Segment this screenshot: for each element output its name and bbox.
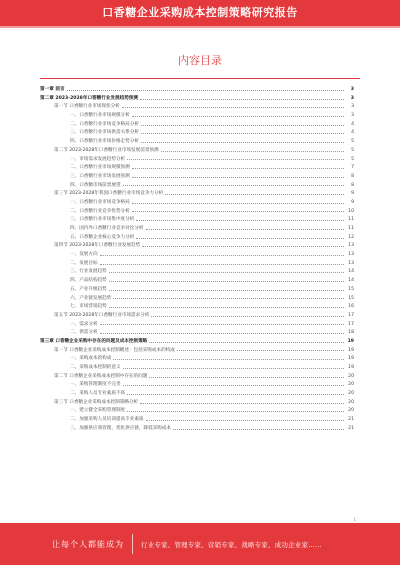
toc-entry-page: 20 [348, 399, 354, 405]
toc-entry[interactable] [40, 208, 354, 217]
toc-entry-page: 19 [348, 356, 354, 362]
toc-entry[interactable] [40, 312, 354, 321]
toc-entry-page: 3 [350, 95, 354, 101]
toc-leader-dots [122, 107, 344, 108]
toc-entry[interactable] [40, 216, 354, 225]
toc-leader-dots [146, 229, 344, 230]
toc-entry-title: 五、产业升级趋势 [70, 286, 107, 292]
toc-entry-title: 一、采购成本的构成 [70, 356, 112, 362]
toc-entry-page: 13 [348, 260, 354, 266]
toc-leader-dots [109, 272, 344, 273]
toc-entry[interactable] [40, 295, 354, 304]
toc-leader-dots [140, 403, 344, 404]
toc-entry[interactable] [40, 138, 354, 147]
toc-entry-title: 二、发展目标 [70, 260, 98, 266]
toc-entry-page: 13 [348, 252, 354, 258]
toc-leader-dots [132, 177, 344, 178]
toc-entry[interactable] [40, 286, 354, 295]
toc-entry-page: 11 [348, 226, 354, 231]
toc-entry[interactable] [40, 416, 354, 425]
toc-entry[interactable] [40, 182, 354, 191]
toc-leader-dots [109, 290, 344, 291]
toc-leader-dots [149, 342, 344, 343]
toc-entry[interactable] [40, 112, 354, 121]
report-header-banner [0, 0, 400, 26]
toc-entry-page: 17 [348, 321, 354, 327]
toc-entry-page: 3 [350, 87, 354, 92]
toc-entry[interactable] [40, 225, 354, 234]
toc-leader-dots [136, 238, 344, 239]
toc-entry-page: 20 [348, 408, 354, 414]
toc-entry-page: 19 [347, 338, 354, 344]
toc-entry[interactable] [40, 277, 354, 286]
toc-entry-title: 四、口香糖市场前景展望 [70, 182, 121, 188]
footer-divider [132, 534, 133, 554]
toc-entry-page: 3 [351, 113, 354, 119]
toc-leader-dots [141, 142, 344, 143]
toc-leader-dots [100, 333, 344, 334]
toc-entry[interactable] [40, 234, 354, 243]
toc-entry-title: 三、行业发展趋势 [70, 269, 107, 275]
toc-entry[interactable] [40, 147, 354, 156]
toc-entry-title: 第三章 口香糖企业采购中存在的问题及成本控制策略 [40, 338, 148, 344]
toc-entry-page: 21 [348, 417, 354, 423]
toc-entry-page: 3 [351, 104, 354, 110]
toc-entry-title: 二、供需分析 [70, 330, 98, 336]
toc-entry-page: 21 [348, 425, 354, 431]
toc-leader-dots [123, 385, 344, 386]
toc-entry[interactable] [40, 103, 354, 112]
toc-entry-title: 六、产业链发展趋势 [70, 295, 112, 301]
toc-entry[interactable] [40, 268, 354, 277]
toc-leader-dots [109, 307, 344, 308]
toc-entry-page: 8 [351, 182, 354, 188]
toc-entry-page: 12 [348, 234, 354, 240]
report-title: 口香糖企业采购成本控制策略研究报告 [102, 6, 298, 19]
toc-entry-page: 13 [348, 243, 354, 249]
toc-entry-title: 第二章 2023-2028年口香糖行业发展趋势预测 [40, 95, 138, 101]
toc-entry-page: 17 [348, 312, 354, 318]
toc-entry-title: 二、口香糖行业市场竞争格局分析 [70, 121, 139, 127]
toc-entry-title: 第三节 口香糖企业采购成本控制策略分析 [54, 399, 139, 405]
toc-entry-title: 第二节 口香糖企业采购成本控制中存在的问题 [54, 373, 148, 379]
toc-entry-title: 三、口香糖行业市场供需关系分析 [70, 130, 139, 136]
toc-entry-page: 5 [351, 156, 354, 162]
toc-heading: 内容目录 [178, 54, 222, 67]
toc-entry-title: 第二节 2023-2028年口香糖行业市场发展前景预测 [54, 147, 159, 153]
toc-entry[interactable] [40, 251, 354, 260]
toc-entry-page: 8 [351, 173, 354, 179]
toc-entry[interactable] [40, 260, 354, 269]
toc-entry-title: 四、产品结构趋势 [70, 278, 107, 284]
toc-entry[interactable] [40, 399, 354, 408]
toc-entry[interactable] [40, 86, 354, 95]
page-indicator: 1 [353, 517, 356, 522]
toc-entry[interactable] [40, 95, 354, 104]
toc-leader-dots [161, 151, 344, 152]
toc-leader-dots [136, 220, 344, 221]
table-of-contents [40, 86, 354, 434]
toc-entry-title: 第四节 2023-2028年口香糖行业发展趋势 [54, 243, 141, 249]
toc-leader-dots [177, 350, 344, 351]
toc-entry-page: 7 [351, 165, 354, 171]
toc-entry-title: 第一节 口香糖行业市场现状分析 [54, 104, 120, 110]
toc-entry[interactable] [40, 303, 354, 312]
toc-entry-title: 三、加强供应商管理，优化供应链，降低采购成本 [70, 425, 172, 431]
toc-leader-dots [142, 246, 344, 247]
toc-entry[interactable] [40, 129, 354, 138]
toc-entry-page: 18 [348, 330, 354, 336]
toc-entry-title: 三、口香糖行业市场发展预测 [70, 173, 130, 179]
toc-entry[interactable] [40, 390, 354, 399]
toc-entry-title: 四、口香糖行业市场价格走势分析 [70, 139, 139, 145]
toc-entry-title: 一、建立健全采购管理制度 [70, 408, 126, 414]
toc-entry[interactable] [40, 373, 354, 382]
toc-entry-page: 10 [348, 208, 354, 214]
toc-entry-page: 20 [348, 373, 354, 379]
toc-leader-dots [113, 359, 344, 360]
toc-entry-page: 9 [351, 199, 354, 205]
footer-banner [0, 523, 400, 565]
toc-entry[interactable] [40, 190, 354, 199]
toc-entry-page: 20 [348, 382, 354, 388]
toc-entry-title: 三、口香糖行业市场集中度分析 [70, 217, 135, 223]
toc-entry[interactable] [40, 364, 354, 373]
toc-leader-dots [100, 255, 344, 256]
toc-entry[interactable] [40, 321, 354, 330]
toc-entry[interactable] [40, 338, 354, 347]
toc-leader-dots [100, 324, 344, 325]
toc-entry-page: 16 [348, 304, 354, 310]
toc-entry-title: 二、口香糖行业竞争优势分析 [70, 208, 130, 214]
toc-leader-dots [165, 194, 344, 195]
toc-leader-dots [132, 211, 344, 212]
toc-entry-title: 一、需求分析 [70, 321, 98, 327]
toc-leader-dots [127, 394, 344, 395]
toc-entry-title: 二、采购人员专业素质不高 [70, 391, 126, 397]
toc-entry[interactable] [40, 347, 354, 356]
toc-entry-page: 4 [351, 121, 354, 127]
toc-entry[interactable] [40, 156, 354, 165]
toc-entry[interactable] [40, 355, 354, 364]
toc-entry-page: 20 [348, 391, 354, 397]
toc-leader-dots [100, 264, 344, 265]
toc-leader-dots [113, 298, 344, 299]
header-divider [0, 26, 400, 28]
toc-entry[interactable] [40, 199, 354, 208]
toc-leader-dots [141, 125, 344, 126]
toc-entry-title: 二、口香糖行业市场规模预测 [70, 165, 130, 171]
toc-entry-page: 14 [348, 269, 354, 275]
toc-entry[interactable] [40, 329, 354, 338]
toc-entry-title: 第五节 2023-2028年口香糖行业市场需求分析 [54, 312, 150, 318]
toc-entry[interactable] [40, 242, 354, 251]
toc-entry-title: 一、市场需求发展趋势分析 [70, 156, 126, 162]
toc-entry[interactable] [40, 407, 354, 416]
toc-entry-page: 19 [348, 347, 354, 353]
toc-leader-dots [123, 368, 344, 369]
toc-entry-title: 二、采购成本控制的意义 [70, 365, 121, 370]
footer-slogan: 让每个人都能成为 [52, 539, 124, 549]
toc-entry-title: 第三节 2023-2028年我国口香糖行业市场竞争力分析 [54, 191, 164, 197]
toc-heading-rule [40, 78, 360, 79]
toc-entry-page: 19 [348, 365, 354, 370]
toc-entry-page: 14 [348, 278, 354, 284]
toc-leader-dots [146, 420, 344, 421]
toc-leader-dots [132, 116, 344, 117]
toc-entry-title: 五、口香糖企业核心竞争力分析 [70, 234, 135, 240]
toc-leader-dots [132, 203, 344, 204]
toc-leader-dots [141, 133, 344, 134]
toc-entry-title: 一、发展方向 [70, 252, 98, 258]
toc-entry-title: 第一节 口香糖企业采购成本控制概述：包括采购成本的构成 [54, 347, 175, 353]
toc-entry-title: 二、加强采购人员培训提高专业素质 [70, 417, 144, 423]
toc-entry-page: 15 [348, 295, 354, 301]
toc-leader-dots [151, 316, 344, 317]
toc-leader-dots [149, 377, 344, 378]
toc-leader-dots [132, 168, 344, 169]
toc-entry[interactable] [40, 164, 354, 173]
toc-leader-dots [127, 159, 344, 160]
toc-entry[interactable] [40, 381, 354, 390]
toc-entry-title: 第一章 前言 [40, 87, 65, 92]
toc-leader-dots [173, 429, 344, 430]
toc-entry-title: 一、口香糖行业市场规模分析 [70, 113, 130, 119]
toc-entry-title: 四、国内外口香糖行业竞争对比分析 [70, 226, 144, 231]
toc-entry-page: 5 [351, 147, 354, 153]
toc-entry-title: 七、市场营销趋势 [70, 304, 107, 310]
toc-entry-page: 5 [351, 139, 354, 145]
toc-entry-page: 15 [348, 286, 354, 292]
toc-entry-title: 一、采购管理制度不完善 [70, 382, 121, 388]
toc-entry-page: 9 [351, 191, 354, 197]
toc-entry[interactable] [40, 121, 354, 130]
toc-entry-title: 一、口香糖行业市场竞争格局 [70, 199, 130, 205]
toc-leader-dots [127, 411, 344, 412]
toc-leader-dots [67, 90, 344, 91]
toc-entry-page: 11 [348, 217, 354, 223]
footer-roles: 行业专家、管理专家、营销专家、战略专家、成功企业家…… [141, 540, 322, 549]
toc-leader-dots [109, 281, 344, 282]
toc-leader-dots [123, 185, 344, 186]
toc-leader-dots [140, 99, 344, 100]
toc-entry-page: 4 [351, 130, 354, 136]
toc-entry[interactable] [40, 173, 354, 182]
toc-entry[interactable] [40, 425, 354, 434]
